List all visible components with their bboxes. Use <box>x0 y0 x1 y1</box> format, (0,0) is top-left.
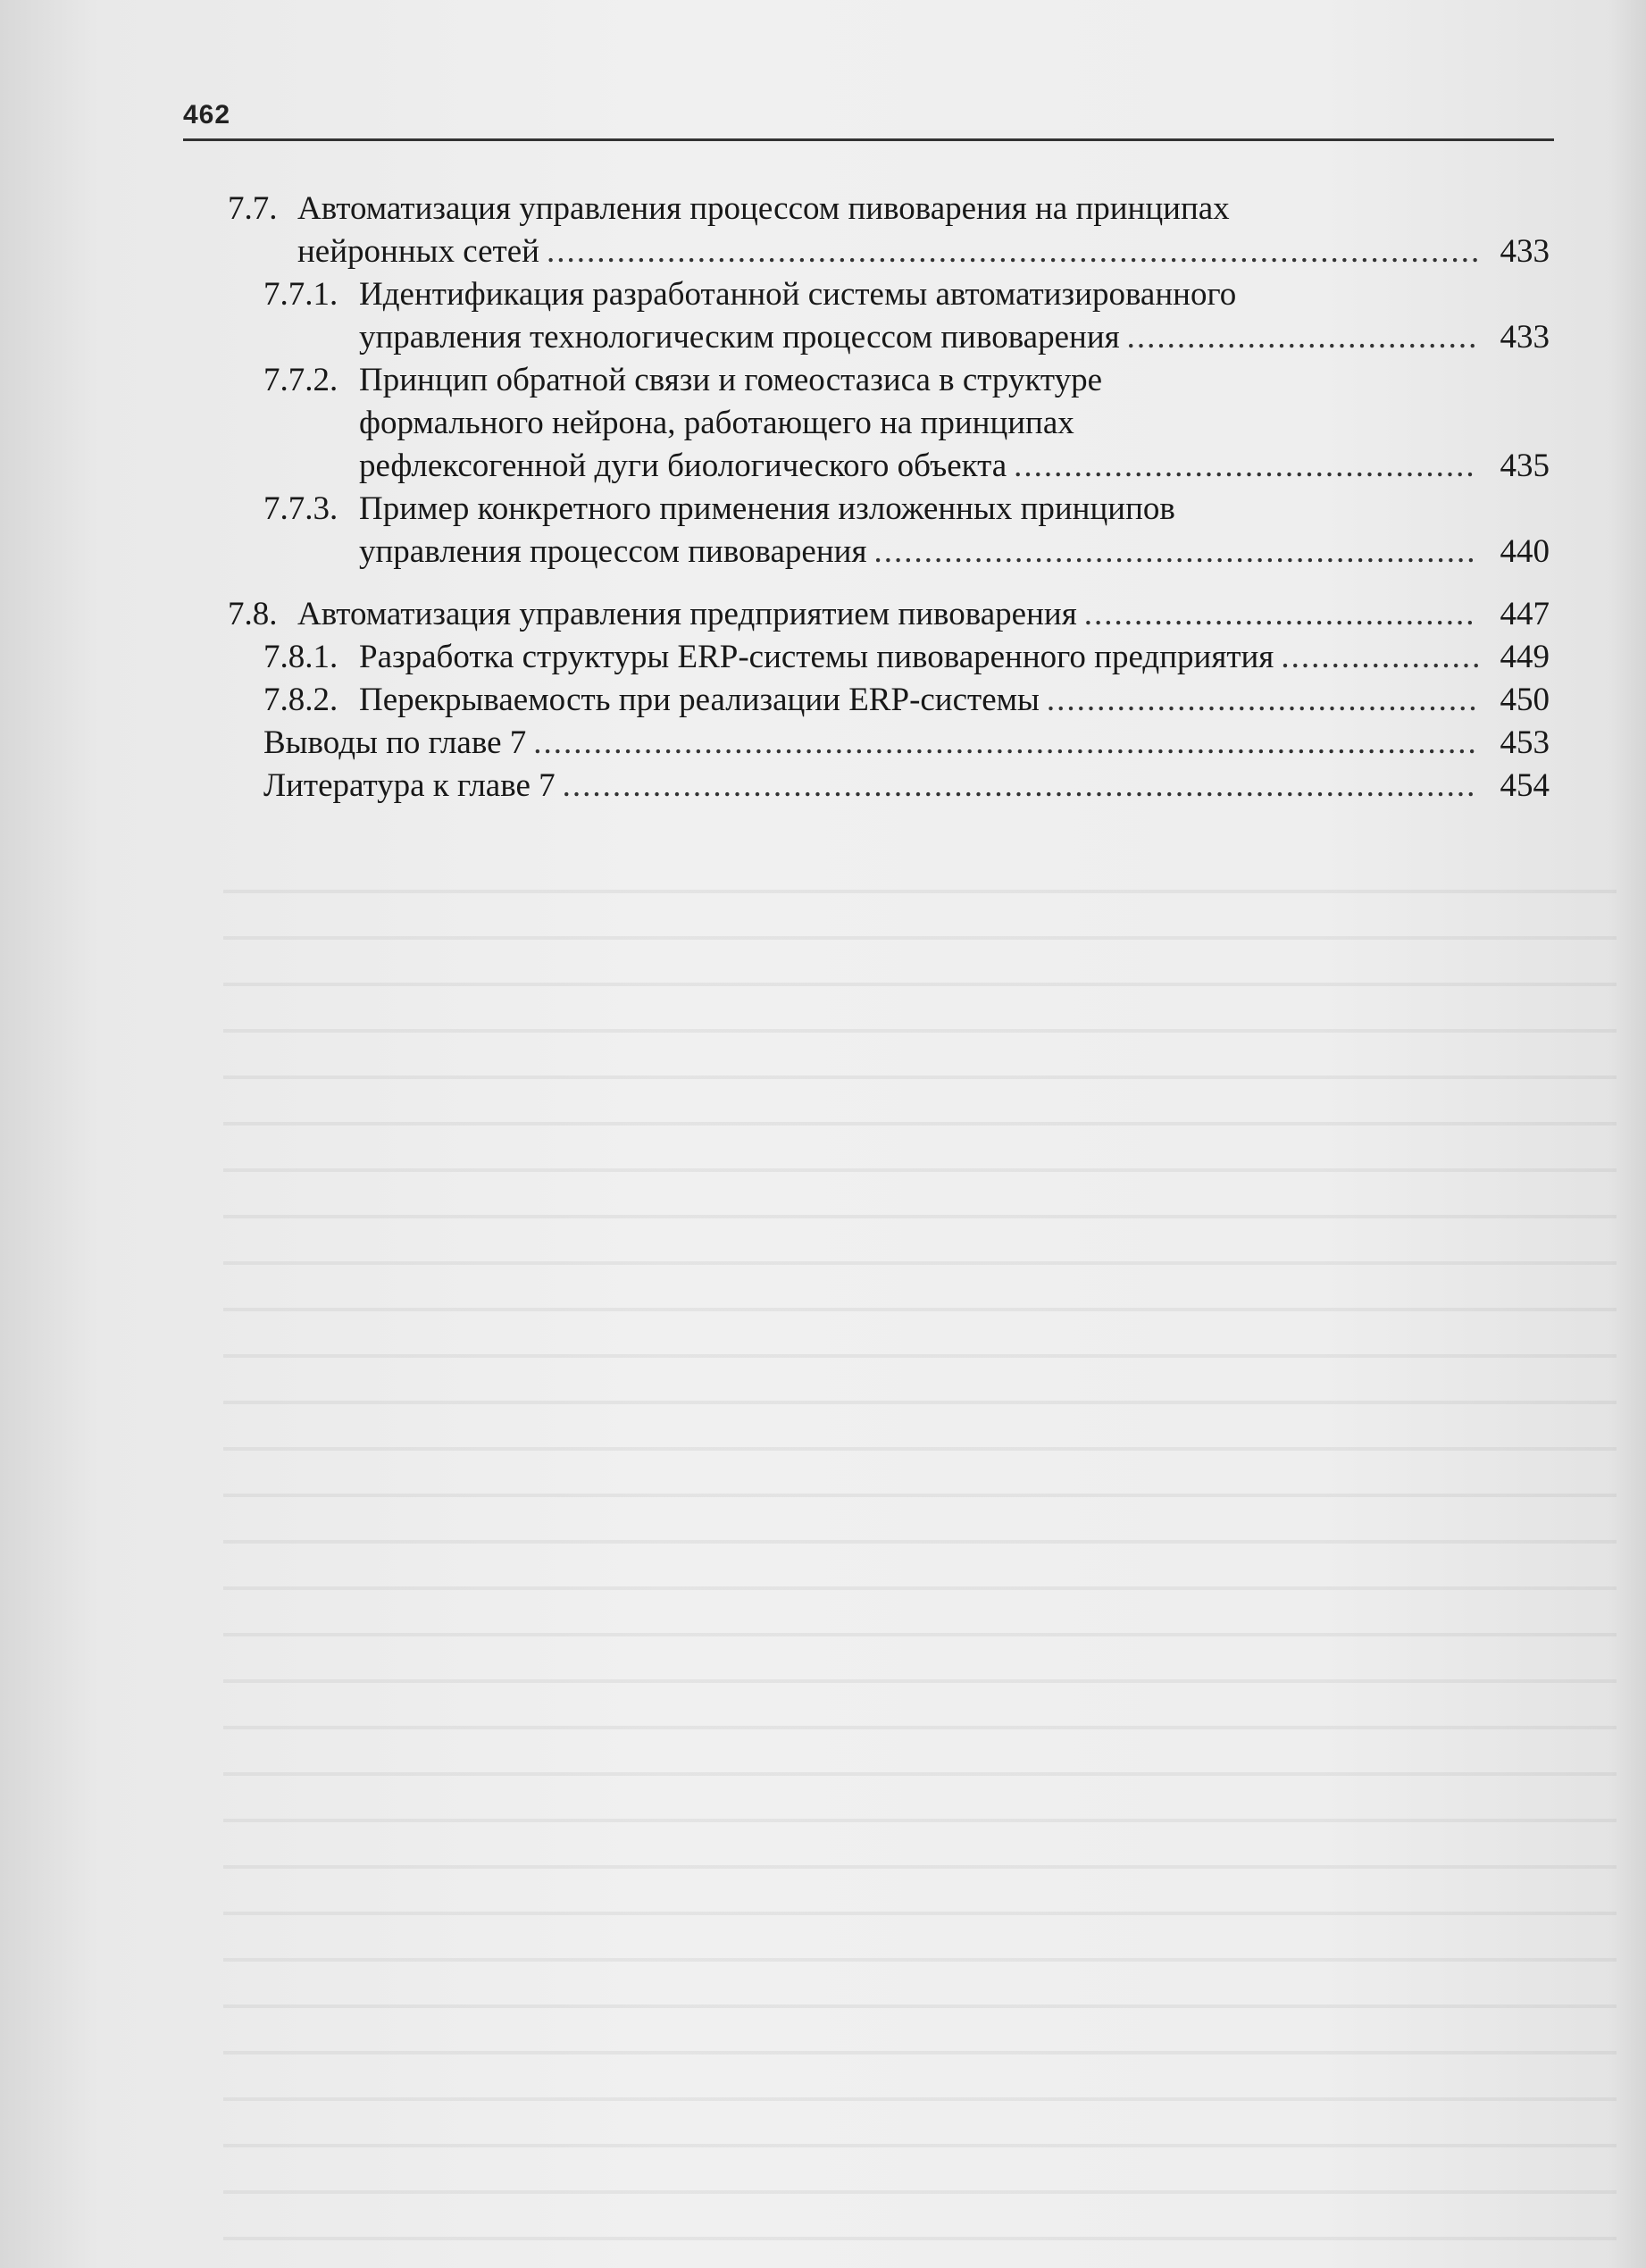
leader-dots <box>1127 316 1478 359</box>
toc-entry-number: 7.7.1. <box>263 276 338 313</box>
toc-entry-title-cont: формального нейрона, работающего на принципах <box>359 405 1074 441</box>
toc-entry-title: Пример конкретного применения изложенных принципов <box>359 490 1175 527</box>
toc-entry-title: Разработка структуры ERP-системы пивоваренного предприятия <box>359 639 1274 675</box>
toc-entry-number: 7.7. <box>228 190 278 227</box>
section-gap <box>228 573 1550 593</box>
toc-entry-number: 7.7.3. <box>263 490 338 527</box>
header-rule <box>183 138 1554 141</box>
toc-entry-title: Выводы по главе 7 <box>263 724 527 761</box>
leader-dots <box>547 230 1478 273</box>
toc-entry-page: 433 <box>1500 319 1550 356</box>
toc-entry-number: 7.8.1. <box>263 639 338 675</box>
toc-entry-title: Принцип обратной связи и гомеостазиса в структуре <box>359 362 1103 398</box>
toc-entry-page: 433 <box>1500 233 1550 270</box>
toc-entry-title: Автоматизация управления предприятием пивоварения <box>297 596 1077 632</box>
toc-entry-7-8-1[interactable] <box>263 636 1550 679</box>
leader-dots <box>533 722 1478 765</box>
toc-entry-page: 447 <box>1500 596 1550 632</box>
toc-entry-7-7-1[interactable] <box>263 273 1550 359</box>
bleed-through-text <box>223 858 1617 2251</box>
toc-entry-references[interactable] <box>263 765 1550 808</box>
leader-dots <box>873 531 1478 573</box>
toc-entry-title: Литература к главе 7 <box>263 767 556 804</box>
toc-entry-title: Автоматизация управления процессом пивоварения на принципах <box>297 190 1230 227</box>
page-edge-shadow <box>1610 0 1646 2268</box>
page-number: 462 <box>183 100 231 130</box>
toc-entry-page: 453 <box>1500 724 1550 761</box>
toc-entry-conclusions[interactable] <box>263 722 1550 765</box>
toc-entry-title: Идентификация разработанной системы автоматизированного <box>359 276 1237 313</box>
table-of-contents <box>228 188 1550 808</box>
toc-entry-title-cont: нейронных сетей <box>297 233 539 270</box>
toc-entry-page: 454 <box>1500 767 1550 804</box>
toc-entry-7-7[interactable] <box>228 188 1550 273</box>
toc-entry-7-7-3[interactable] <box>263 488 1550 573</box>
toc-entry-title-cont: рефлексогенной дуги биологического объекта <box>359 448 1007 484</box>
toc-entry-7-8-2[interactable] <box>263 679 1550 722</box>
toc-entry-page: 449 <box>1500 639 1550 675</box>
leader-dots <box>1047 679 1478 722</box>
leader-dots <box>1281 636 1478 679</box>
toc-entry-title: Перекрываемость при реализации ERP-системы <box>359 682 1040 718</box>
toc-entry-page: 435 <box>1500 448 1550 484</box>
toc-entry-number: 7.8.2. <box>263 682 338 718</box>
leader-dots <box>1014 445 1478 488</box>
toc-entry-7-8[interactable] <box>228 593 1550 636</box>
toc-entry-page: 440 <box>1500 533 1550 570</box>
toc-entry-number: 7.7.2. <box>263 362 338 398</box>
toc-entry-title-cont: управления технологическим процессом пивоварения <box>359 319 1120 356</box>
toc-entry-number: 7.8. <box>228 596 278 632</box>
toc-entry-title-cont: управления процессом пивоварения <box>359 533 867 570</box>
toc-entry-7-7-2[interactable] <box>263 359 1550 488</box>
leader-dots <box>1084 593 1478 636</box>
toc-entry-page: 450 <box>1500 682 1550 718</box>
leader-dots <box>563 765 1478 808</box>
